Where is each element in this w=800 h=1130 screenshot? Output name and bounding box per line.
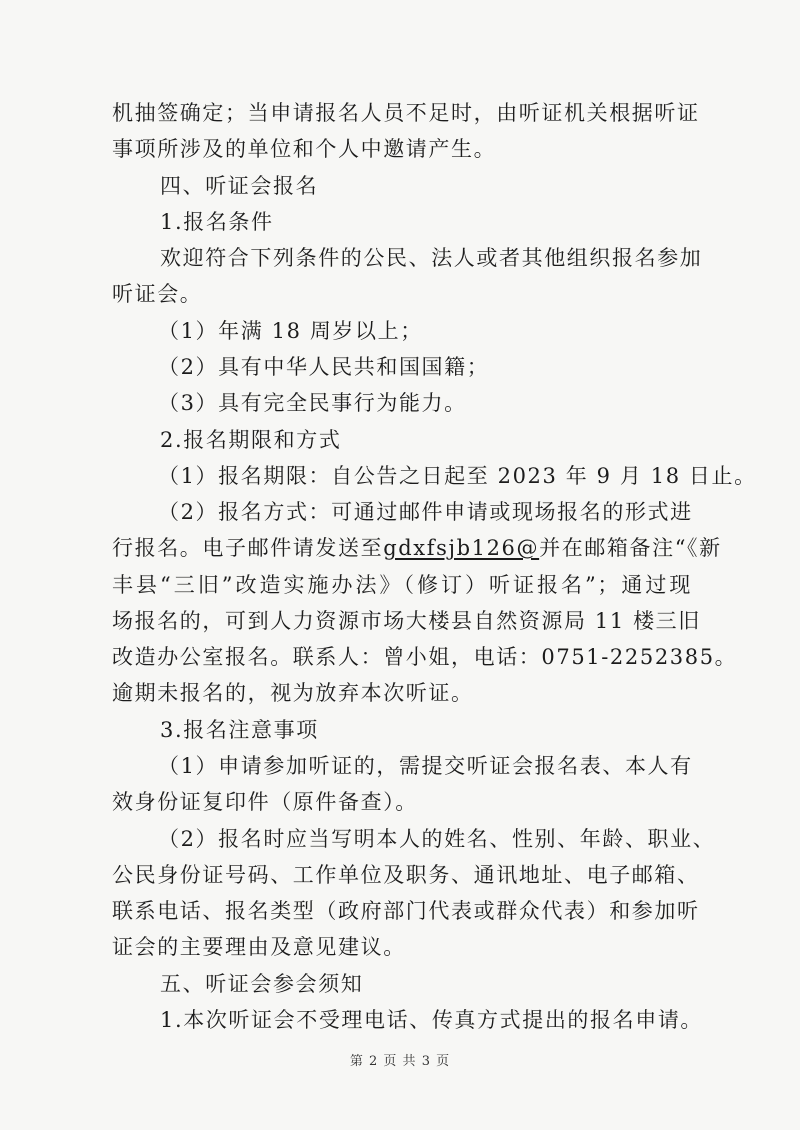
email-address: gdxfsjb126@ [383,536,540,560]
paragraph-line: 1.本次听证会不受理电话、传真方式提出的报名申请。 [160,1008,704,1032]
section-heading: 四、听证会报名 [160,174,319,198]
paragraph-line: 事项所涉及的单位和个人中邀请产生。 [112,137,497,161]
paragraph-line: 逾期未报名的，视为放弃本次听证。 [112,681,474,705]
list-item: （2）具有中华人民共和国国籍； [158,355,490,379]
list-item: （1）申请参加听证的，需提交听证会报名表、本人有 [158,754,693,778]
paragraph-line: 证会的主要理由及意见建议。 [112,935,406,959]
paragraph-line: 公民身份证号码、工作单位及职务、通讯地址、电子邮箱、 [112,863,700,887]
list-item: （2）报名时应当写明本人的姓名、性别、年龄、职业、 [158,827,716,851]
paragraph-line: 场报名的，可到人力资源市场大楼县自然资源局 11 楼三旧 [112,609,701,633]
paragraph-line: 听证会。 [112,282,203,306]
paragraph-line: 欢迎符合下列条件的公民、法人或者其他组织报名参加 [160,246,703,270]
section-heading: 五、听证会参会须知 [160,972,364,996]
subsection-heading: 1.报名条件 [160,210,274,234]
list-item: （1）报名期限：自公告之日起至 2023 年 9 月 18 日止。 [158,464,757,488]
list-item: （1）年满 18 周岁以上； [158,319,423,343]
email-paragraph-line [112,528,722,568]
paragraph-line: 丰县“三旧”改造实施办法》（修订）听证报名”；通过现 [112,573,692,597]
list-item: （3）具有完全民事行为能力。 [158,391,467,415]
paragraph-line: 联系电话、报名类型（政府部门代表或群众代表）和参加听 [112,899,700,923]
subsection-heading: 3.报名注意事项 [160,718,319,742]
list-item: （2）报名方式：可通过邮件申请或现场报名的形式进 [158,500,693,524]
paragraph-line: 改造办公室报名。联系人：曾小姐，电话：0751-2252385。 [112,645,738,669]
paragraph-line: 效身份证复印件（原件备查）。 [112,790,418,814]
paragraph-line: 机抽签确定；当申请报名人员不足时，由听证机关根据听证 [112,101,700,125]
email-line-before: 行报名。电子邮件请发送至 [112,536,384,560]
page-number-footer: 第 2 页 共 3 页 [349,1054,451,1069]
subsection-heading: 2.报名期限和方式 [160,428,342,452]
email-line-after: 并在邮箱备注“《新 [539,536,722,560]
